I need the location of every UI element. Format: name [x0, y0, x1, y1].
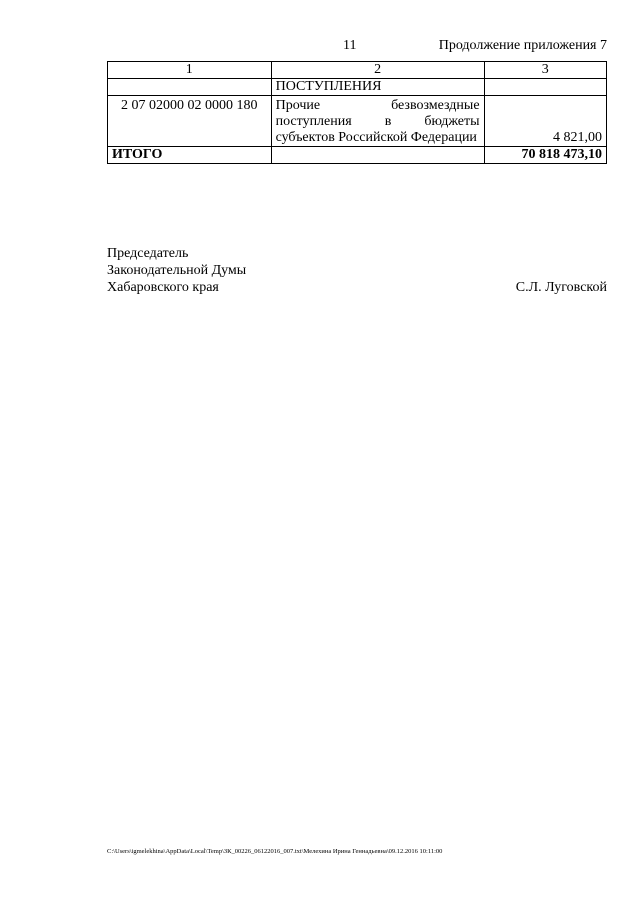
row-value: 4 821,00	[484, 96, 606, 147]
row-code: 2 07 02000 02 0000 180	[108, 96, 272, 147]
signatory-title-line3: Хабаровского края	[107, 280, 219, 295]
signatory-title-line2: Законодательной Думы	[107, 263, 247, 278]
row-name: Прочие безвозмездные поступления в бюджеты субъектов Российской Федерации	[271, 96, 484, 147]
appendix-continuation: Продолжение приложения 7	[438, 38, 607, 53]
file-path-footer: C:\Users\igmelekhina\AppData\Local\Temp\ЗК_00226_06122016_007.txt\Мелехина Ирина Геннадьевна\09.12.2016 10:11:00	[107, 848, 443, 855]
column-header-3: 3	[484, 62, 606, 79]
total-empty-cell	[271, 147, 484, 164]
page-number: 11	[343, 38, 357, 53]
budget-table	[107, 61, 607, 164]
column-header-1: 1	[108, 62, 272, 79]
section-value-cell	[484, 79, 606, 96]
column-header-2: 2	[271, 62, 484, 79]
signatory-title-line1: Председатель	[107, 246, 189, 261]
table-header-row	[108, 62, 607, 79]
section-title: ПОСТУПЛЕНИЯ	[271, 79, 484, 96]
signature-block	[107, 245, 607, 296]
signatory-line3	[107, 279, 607, 296]
table-row	[108, 96, 607, 147]
signatory-name: С.Л. Луговской	[515, 280, 607, 295]
total-label: ИТОГО	[108, 147, 272, 164]
total-row	[108, 147, 607, 164]
total-value: 70 818 473,10	[484, 147, 606, 164]
section-title-row	[108, 79, 607, 96]
section-code-cell	[108, 79, 272, 96]
